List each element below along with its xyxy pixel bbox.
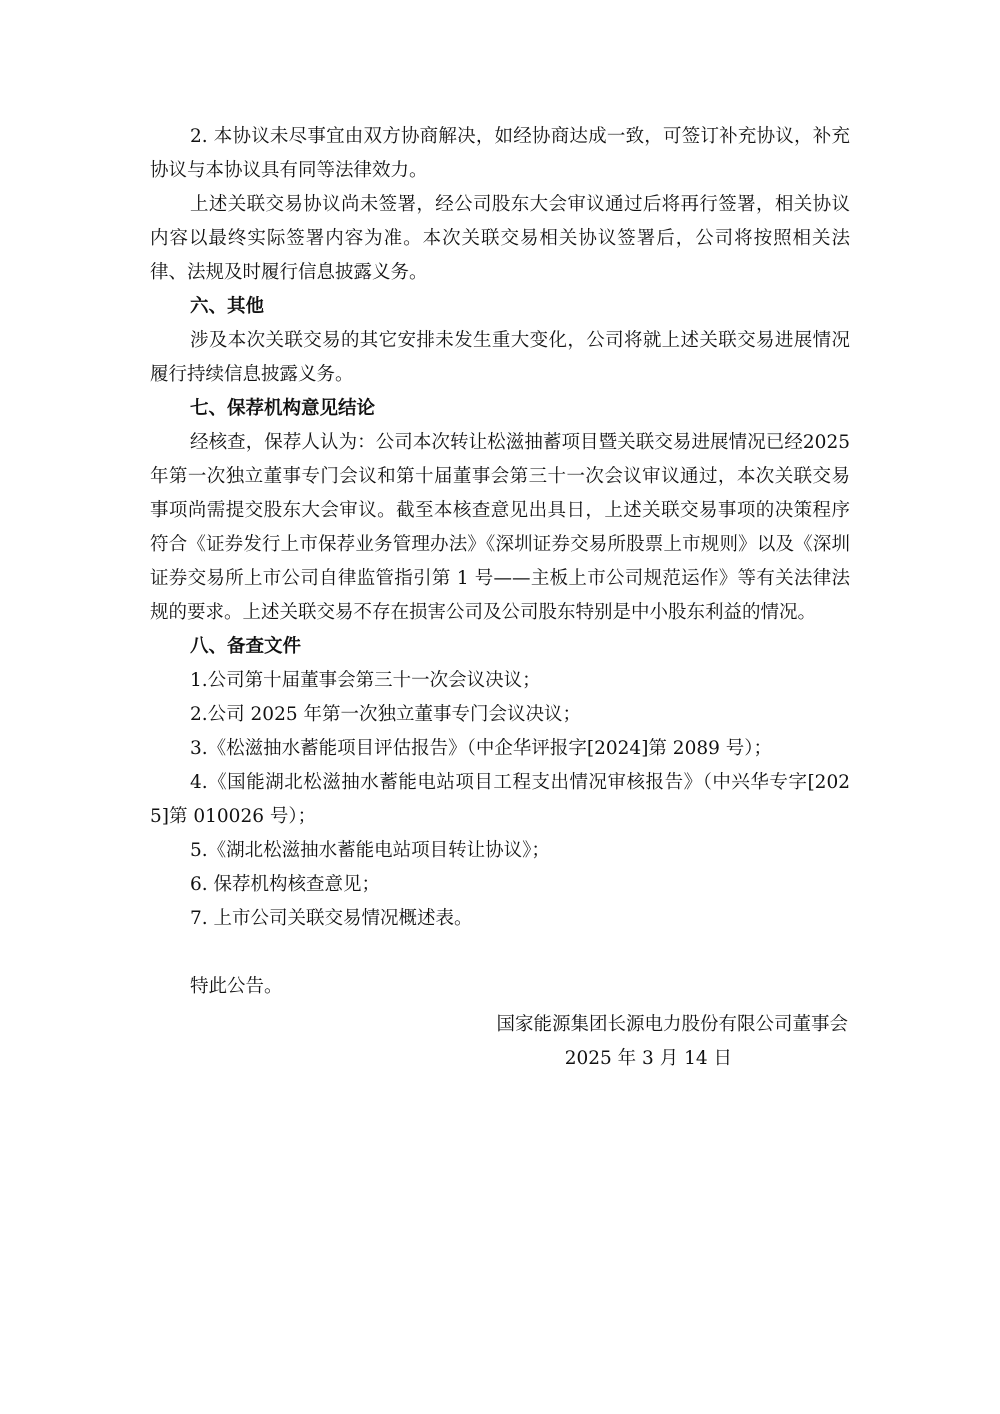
paragraph-agreement-supplement: 2. 本协议未尽事宜由双方协商解决，如经协商达成一致，可签订补充协议，补充协议与本协议具有同等法律效力。 <box>150 126 850 181</box>
reference-file-item: 6. 保荐机构核查意见； <box>190 874 381 895</box>
signature-company: 国家能源集团长源电力股份有限公司董事会 <box>496 1014 848 1035</box>
paragraph-other: 涉及本次关联交易的其它安排未发生重大变化，公司将就上述关联交易进展情况履行持续信息披露义务。 <box>150 330 850 385</box>
section-heading-sponsor-opinion: 七、保荐机构意见结论 <box>190 398 376 419</box>
reference-file-item: 7. 上市公司关联交易情况概述表。 <box>190 908 473 929</box>
section-heading-other: 六、其他 <box>190 296 265 317</box>
signature-date: 2025 年 3 月 14 日 <box>564 1048 732 1069</box>
reference-file-item: 1.公司第十届董事会第三十一次会议决议； <box>190 670 541 691</box>
reference-file-item: 5.《湖北松滋抽水蓄能电站项目转让协议》； <box>190 840 550 861</box>
paragraph-sponsor-opinion: 经核查，保荐人认为：公司本次转让松滋抽蓄项目暨关联交易进展情况已经2025 年第一次独立董事专门会议和第十届董事会第三十一次会议审议通过，本次关联交易事项尚需提交股东大会审议。截至本核查意见出具日，上述关联交易事项的决策程序符合《证券发行上市保荐业务管理办法》《深圳证券交易所股票上市规则》以及《深圳证券交易所上市公司自律监管指引第 1 号——主板上市公司规范运作》等有关法律法规的要求。上述关联交易不存在损害公司及公司股东特别是中小股东利益的情况。 <box>150 432 850 623</box>
reference-file-item: 2.公司 2025 年第一次独立董事专门会议决议； <box>190 704 581 725</box>
document-body <box>150 120 850 1004</box>
reference-file-item: 4.《国能湖北松滋抽水蓄能电站项目工程支出情况审核报告》（中兴华专字[2025]第 010026 号）； <box>150 772 850 827</box>
signature-block <box>150 1008 850 1076</box>
section-heading-reference-files: 八、备查文件 <box>190 636 302 657</box>
closing-statement: 特此公告。 <box>190 976 283 997</box>
paragraph-agreement-signing: 上述关联交易协议尚未签署，经公司股东大会审议通过后将再行签署，相关协议内容以最终实际签署内容为准。本次关联交易相关协议签署后，公司将按照相关法律、法规及时履行信息披露义务。 <box>150 194 850 283</box>
blank-line <box>150 936 850 970</box>
reference-file-item: 3.《松滋抽水蓄能项目评估报告》（中企华评报字[2024]第 2089 号）； <box>190 738 773 759</box>
